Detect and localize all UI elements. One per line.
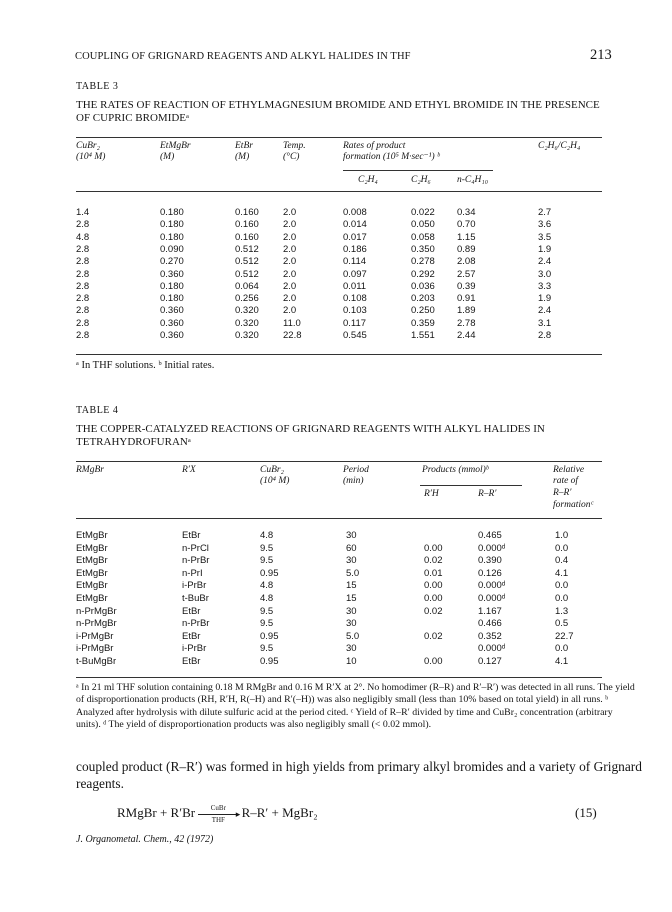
t4-cell-rx: EtBr bbox=[182, 530, 201, 541]
t3-col-etmgbr-unit: (M) bbox=[160, 152, 175, 162]
t4-cell-relative: 22.7 bbox=[555, 630, 574, 642]
t3-cell-nc4h10: 0.70 bbox=[457, 219, 476, 231]
t4-cell-cubr2: 9.5 bbox=[260, 618, 274, 630]
t4-cell-cubr2: 9.5 bbox=[260, 555, 274, 567]
t3-cell-etmgbr: 0.090 bbox=[160, 243, 184, 255]
t4-col-products: Products (mmol)ᵇ bbox=[422, 465, 489, 475]
t3-cell-c2h4: 0.008 bbox=[343, 207, 367, 218]
t3-cell-c2h6: 0.278 bbox=[411, 256, 435, 268]
t3-cell-ratio: 2.4 bbox=[538, 256, 552, 268]
t3-cell-cubr2: 4.8 bbox=[76, 231, 90, 243]
t3-cell-c2h4: 0.103 bbox=[343, 305, 367, 317]
t3-cell-temp: 22.8 bbox=[283, 330, 302, 341]
t4-col-relative-3: R–R′ bbox=[553, 488, 572, 498]
t3-cell-etbr: 0.064 bbox=[235, 280, 259, 292]
t3-cell-temp: 2.0 bbox=[283, 243, 297, 255]
t4-cell-period: 5.0 bbox=[346, 567, 360, 579]
t3-cell-cubr2: 2.8 bbox=[76, 305, 90, 317]
t3-cell-nc4h10: 2.78 bbox=[457, 317, 476, 329]
t4-cell-relative: 1.3 bbox=[555, 605, 569, 617]
t3-cell-cubr2: 2.8 bbox=[76, 293, 90, 305]
t3-cell-ratio: 2.8 bbox=[538, 330, 552, 341]
t4-cell-rx: n-PrCl bbox=[182, 542, 209, 554]
t3-cell-ratio: 2.4 bbox=[538, 305, 552, 317]
t3-col-etbr: EtBr bbox=[235, 141, 253, 151]
t4-cell-rx: n-PrBr bbox=[182, 618, 210, 630]
table4-bottom-rule bbox=[76, 677, 602, 678]
t3-cell-c2h6: 0.250 bbox=[411, 305, 435, 317]
t3-col-rates-unit: formation (10⁵ M·sec⁻¹) ᵇ bbox=[343, 152, 440, 162]
t3-col-c2h4: C₂H₄ bbox=[358, 175, 378, 185]
t4-cell-cubr2: 4.8 bbox=[260, 593, 274, 604]
t3-cell-cubr2: 2.8 bbox=[76, 330, 90, 341]
t3-cell-temp: 2.0 bbox=[283, 207, 297, 218]
t4-cell-cubr2: 0.95 bbox=[260, 567, 279, 579]
t4-cell-rr: 0.000ᵈ bbox=[478, 593, 506, 604]
table4-footnote: ᵃ In 21 ml THF solution containing 0.18 M RMgBr and 0.16 M R′X at 2°. No homodimer (R–R) and R′–R′) was detected in all runs. The yield of disproportionation products (RH, R′H, R(–H) and R′(–H)) was also negligibly small (less than 10% based on total yield) in all runs. ᵇ Analyzed after hydrolysis with dilute sulfuric acid at the period cited. ᶜ Yield of R–R′ divided by time and CuBr₂ concentration (arbitrary units). ᵈ The yield of disproportionation products was also negligibly small (< 0.02 mmol). bbox=[76, 682, 635, 731]
t4-cell-rr: 0.127 bbox=[478, 656, 502, 667]
t4-cell-rx: i-PrBr bbox=[182, 643, 207, 655]
t4-cell-rr: 0.465 bbox=[478, 530, 502, 541]
t4-cell-relative: 4.1 bbox=[555, 656, 569, 667]
t4-cell-rmgbr: n-PrMgBr bbox=[76, 618, 117, 630]
arrow-solvent: THF bbox=[211, 815, 225, 824]
body-paragraph: coupled product (R–R′) was formed in high yields from primary alkyl bromides and a variety of Grignard reagents. bbox=[76, 759, 642, 791]
t3-cell-c2h6: 0.350 bbox=[411, 243, 435, 255]
t4-cell-period: 30 bbox=[346, 530, 357, 541]
t4-cell-rmgbr: n-PrMgBr bbox=[76, 605, 117, 617]
table3-bottom-rule bbox=[76, 354, 602, 355]
t3-cell-c2h6: 0.022 bbox=[411, 207, 435, 218]
t4-cell-rmgbr: i-PrMgBr bbox=[76, 643, 114, 655]
t4-cell-rmgbr: EtMgBr bbox=[76, 567, 108, 579]
t3-cell-etbr: 0.160 bbox=[235, 231, 259, 243]
t4-cell-rr: 0.000ᵈ bbox=[478, 580, 506, 592]
t4-cell-rh: 0.01 bbox=[424, 567, 443, 579]
t4-cell-period: 10 bbox=[346, 656, 357, 667]
equation-number: (15) bbox=[575, 805, 597, 820]
t3-col-etmgbr: EtMgBr bbox=[160, 141, 191, 151]
t3-cell-c2h6: 1.551 bbox=[411, 330, 435, 341]
t3-cell-temp: 2.0 bbox=[283, 293, 297, 305]
t3-col-temp-unit: (°C) bbox=[283, 152, 300, 162]
t3-cell-c2h4: 0.186 bbox=[343, 243, 367, 255]
t3-cell-c2h6: 0.050 bbox=[411, 219, 435, 231]
t4-cell-rmgbr: EtMgBr bbox=[76, 542, 108, 554]
t4-cell-relative: 0.5 bbox=[555, 618, 569, 630]
t4-cell-period: 30 bbox=[346, 555, 357, 567]
arrow-head-icon: ▸ bbox=[235, 808, 241, 819]
t4-cell-rmgbr: EtMgBr bbox=[76, 555, 108, 567]
t4-col-cubr2-unit: (10⁴ M) bbox=[260, 476, 290, 486]
t3-cell-etbr: 0.512 bbox=[235, 243, 259, 255]
t3-cell-ratio: 3.3 bbox=[538, 280, 552, 292]
t4-cell-rx: n-PrBr bbox=[182, 555, 210, 567]
t3-cell-temp: 2.0 bbox=[283, 256, 297, 268]
t3-cell-ratio: 1.9 bbox=[538, 243, 552, 255]
t4-cell-period: 30 bbox=[346, 605, 357, 617]
t3-cell-nc4h10: 1.15 bbox=[457, 231, 476, 243]
t4-cell-rh: 0.00 bbox=[424, 542, 443, 554]
t3-cell-ratio: 3.1 bbox=[538, 317, 552, 329]
t3-cell-nc4h10: 0.91 bbox=[457, 293, 476, 305]
equation-right: R–R′ + MgBr₂ bbox=[241, 805, 318, 820]
t3-cell-etmgbr: 0.360 bbox=[160, 317, 184, 329]
t3-cell-ratio: 3.0 bbox=[538, 268, 552, 280]
t4-cell-rr: 0.126 bbox=[478, 567, 502, 579]
t3-cell-cubr2: 2.8 bbox=[76, 317, 90, 329]
t4-cell-cubr2: 4.8 bbox=[260, 580, 274, 592]
t4-cell-rx: t-BuBr bbox=[182, 593, 209, 604]
t3-cell-etbr: 0.160 bbox=[235, 219, 259, 231]
table4-caption: THE COPPER-CATALYZED REACTIONS OF GRIGNARD REAGENTS WITH ALKYL HALIDES IN TETRAHYDROFURANᵃ bbox=[76, 423, 545, 448]
t3-cell-c2h6: 0.058 bbox=[411, 231, 435, 243]
t3-cell-etbr: 0.512 bbox=[235, 268, 259, 280]
t3-cell-c2h4: 0.017 bbox=[343, 231, 367, 243]
t4-cell-rr: 0.352 bbox=[478, 630, 502, 642]
t3-cell-temp: 2.0 bbox=[283, 219, 297, 231]
t3-cell-cubr2: 1.4 bbox=[76, 207, 90, 218]
t3-cell-temp: 2.0 bbox=[283, 305, 297, 317]
table4-top-rule bbox=[76, 461, 602, 462]
t3-col-temp: Temp. bbox=[283, 141, 306, 151]
t3-col-cubr2: CuBr₂ bbox=[76, 141, 100, 151]
t4-cell-rh: 0.00 bbox=[424, 580, 443, 592]
t4-col-period-unit: (min) bbox=[343, 476, 364, 486]
t3-cell-etmgbr: 0.360 bbox=[160, 268, 184, 280]
t4-cell-rh: 0.00 bbox=[424, 656, 443, 667]
t3-cell-ratio: 1.9 bbox=[538, 293, 552, 305]
running-title: COUPLING OF GRIGNARD REAGENTS AND ALKYL HALIDES IN THF bbox=[75, 51, 411, 62]
t3-cell-temp: 2.0 bbox=[283, 231, 297, 243]
t4-cell-relative: 0.0 bbox=[555, 593, 569, 604]
page-number: 213 bbox=[590, 47, 612, 63]
t3-cell-nc4h10: 0.89 bbox=[457, 243, 476, 255]
t3-cell-c2h6: 0.359 bbox=[411, 317, 435, 329]
t4-col-relative-4: formationᶜ bbox=[553, 500, 593, 510]
t3-cell-c2h6: 0.292 bbox=[411, 268, 435, 280]
t4-cell-relative: 0.0 bbox=[555, 643, 569, 655]
t4-cell-period: 15 bbox=[346, 580, 357, 592]
t4-cell-rh: 0.02 bbox=[424, 605, 443, 617]
t3-cell-etmgbr: 0.180 bbox=[160, 231, 184, 243]
t4-cell-period: 60 bbox=[346, 542, 357, 554]
t4-col-rx: R′X bbox=[182, 465, 196, 475]
t3-cell-cubr2: 2.8 bbox=[76, 268, 90, 280]
t4-cell-cubr2: 0.95 bbox=[260, 656, 279, 667]
t4-cell-rr: 0.466 bbox=[478, 618, 502, 630]
t4-col-period: Period bbox=[343, 465, 369, 475]
table3-top-rule bbox=[76, 137, 602, 138]
t3-cell-ratio: 3.5 bbox=[538, 231, 552, 243]
t4-col-relative-1: Relative bbox=[553, 465, 585, 475]
t3-cell-etbr: 0.320 bbox=[235, 330, 259, 341]
t3-col-c2h6: C₂H₆ bbox=[411, 175, 431, 185]
table4-label: TABLE 4 bbox=[76, 405, 119, 416]
t3-cell-c2h4: 0.117 bbox=[343, 317, 367, 329]
t4-cell-cubr2: 0.95 bbox=[260, 630, 279, 642]
t4-products-subrule bbox=[420, 485, 522, 486]
t4-cell-relative: 4.1 bbox=[555, 567, 569, 579]
t4-col-rr: R–R′ bbox=[478, 489, 497, 499]
equation-15 bbox=[117, 803, 318, 824]
t3-cell-etmgbr: 0.180 bbox=[160, 219, 184, 231]
t4-cell-cubr2: 4.8 bbox=[260, 530, 274, 541]
t3-cell-c2h4: 0.011 bbox=[343, 280, 367, 292]
t4-cell-rx: EtBr bbox=[182, 630, 201, 642]
t4-cell-rmgbr: EtMgBr bbox=[76, 580, 108, 592]
t3-cell-temp: 11.0 bbox=[283, 317, 301, 329]
t4-cell-rx: n-PrI bbox=[182, 567, 203, 579]
t4-cell-rh: 0.02 bbox=[424, 555, 443, 567]
t3-cell-cubr2: 2.8 bbox=[76, 243, 90, 255]
t3-rates-subrule bbox=[343, 170, 493, 171]
t4-cell-period: 15 bbox=[346, 593, 357, 604]
t3-cell-ratio: 2.7 bbox=[538, 207, 552, 218]
t3-cell-c2h6: 0.036 bbox=[411, 280, 435, 292]
t3-cell-nc4h10: 1.89 bbox=[457, 305, 476, 317]
t4-cell-cubr2: 9.5 bbox=[260, 643, 274, 655]
t4-cell-rx: EtBr bbox=[182, 656, 201, 667]
t3-cell-nc4h10: 0.39 bbox=[457, 280, 476, 292]
t3-cell-etbr: 0.256 bbox=[235, 293, 259, 305]
t4-cell-rr: 0.000ᵈ bbox=[478, 643, 506, 655]
t3-cell-etmgbr: 0.360 bbox=[160, 330, 184, 341]
arrow-line bbox=[198, 814, 238, 815]
t3-cell-c2h6: 0.203 bbox=[411, 293, 435, 305]
t4-cell-rmgbr: i-PrMgBr bbox=[76, 630, 114, 642]
t4-cell-rmgbr: t-BuMgBr bbox=[76, 656, 117, 667]
table3-header-rule bbox=[76, 191, 602, 192]
table4-header-rule bbox=[76, 518, 602, 519]
t4-col-rmgbr: RMgBr bbox=[76, 465, 104, 475]
t3-cell-etmgbr: 0.180 bbox=[160, 207, 184, 218]
table3-caption: THE RATES OF REACTION OF ETHYLMAGNESIUM BROMIDE AND ETHYL BROMIDE IN THE PRESENCE OF CUPRIC BROMIDEᵃ bbox=[76, 99, 600, 124]
t3-col-nc4h10: n-C₄H₁₀ bbox=[457, 175, 489, 185]
t4-cell-relative: 0.0 bbox=[555, 542, 569, 554]
t4-cell-rh: 0.02 bbox=[424, 630, 443, 642]
t3-cell-etmgbr: 0.180 bbox=[160, 280, 184, 292]
t3-cell-etmgbr: 0.270 bbox=[160, 256, 184, 268]
t3-cell-etbr: 0.160 bbox=[235, 207, 259, 218]
t4-cell-relative: 0.0 bbox=[555, 580, 569, 592]
t3-cell-c2h4: 0.114 bbox=[343, 256, 367, 268]
t3-col-cubr2-unit: (10⁴ M) bbox=[76, 152, 106, 162]
t4-cell-cubr2: 9.5 bbox=[260, 605, 274, 617]
journal-footer: J. Organometal. Chem., 42 (1972) bbox=[76, 834, 214, 845]
t4-cell-rr: 1.167 bbox=[478, 605, 502, 617]
t3-cell-cubr2: 2.8 bbox=[76, 256, 90, 268]
t3-cell-cubr2: 2.8 bbox=[76, 219, 90, 231]
t3-cell-c2h4: 0.014 bbox=[343, 219, 367, 231]
t3-cell-etmgbr: 0.360 bbox=[160, 305, 184, 317]
t4-col-rh: R′H bbox=[424, 489, 439, 499]
t4-cell-rmgbr: EtMgBr bbox=[76, 593, 108, 604]
t3-cell-ratio: 3.6 bbox=[538, 219, 552, 231]
t4-cell-rr: 0.390 bbox=[478, 555, 502, 567]
t4-cell-rh: 0.00 bbox=[424, 593, 443, 604]
equation-left: RMgBr + R′Br bbox=[117, 805, 196, 820]
t3-col-ratio: C₂H₆/C₂H₄ bbox=[538, 141, 581, 151]
t3-cell-c2h4: 0.545 bbox=[343, 330, 367, 341]
t3-cell-temp: 2.0 bbox=[283, 280, 297, 292]
t4-cell-rx: EtBr bbox=[182, 605, 201, 617]
reaction-arrow bbox=[198, 803, 241, 824]
t4-cell-period: 30 bbox=[346, 618, 357, 630]
table3-footnote: ᵃ In THF solutions. ᵇ Initial rates. bbox=[76, 360, 215, 371]
t3-cell-etbr: 0.320 bbox=[235, 317, 259, 329]
t4-cell-period: 5.0 bbox=[346, 630, 360, 642]
t3-cell-etmgbr: 0.180 bbox=[160, 293, 184, 305]
t4-col-relative-2: rate of bbox=[553, 476, 579, 486]
arrow-catalyst: CuBr bbox=[210, 803, 226, 812]
t3-cell-c2h4: 0.108 bbox=[343, 293, 367, 305]
t3-cell-etbr: 0.320 bbox=[235, 305, 259, 317]
t4-cell-relative: 0.4 bbox=[555, 555, 569, 567]
table3-label: TABLE 3 bbox=[76, 81, 119, 92]
t3-cell-nc4h10: 0.34 bbox=[457, 207, 476, 218]
t4-cell-rx: i-PrBr bbox=[182, 580, 207, 592]
t3-cell-etbr: 0.512 bbox=[235, 256, 259, 268]
t3-cell-c2h4: 0.097 bbox=[343, 268, 367, 280]
t3-cell-cubr2: 2.8 bbox=[76, 280, 90, 292]
t4-cell-rmgbr: EtMgBr bbox=[76, 530, 108, 541]
t4-cell-rr: 0.000ᵈ bbox=[478, 542, 506, 554]
t4-cell-relative: 1.0 bbox=[555, 530, 569, 541]
t4-col-cubr2: CuBr₂ bbox=[260, 465, 284, 475]
t3-cell-nc4h10: 2.57 bbox=[457, 268, 476, 280]
t3-col-etbr-unit: (M) bbox=[235, 152, 250, 162]
t3-cell-nc4h10: 2.08 bbox=[457, 256, 476, 268]
t4-cell-cubr2: 9.5 bbox=[260, 542, 274, 554]
t3-col-rates: Rates of product bbox=[343, 141, 406, 151]
t4-cell-period: 30 bbox=[346, 643, 357, 655]
t3-cell-temp: 2.0 bbox=[283, 268, 297, 280]
t3-cell-nc4h10: 2.44 bbox=[457, 330, 476, 341]
